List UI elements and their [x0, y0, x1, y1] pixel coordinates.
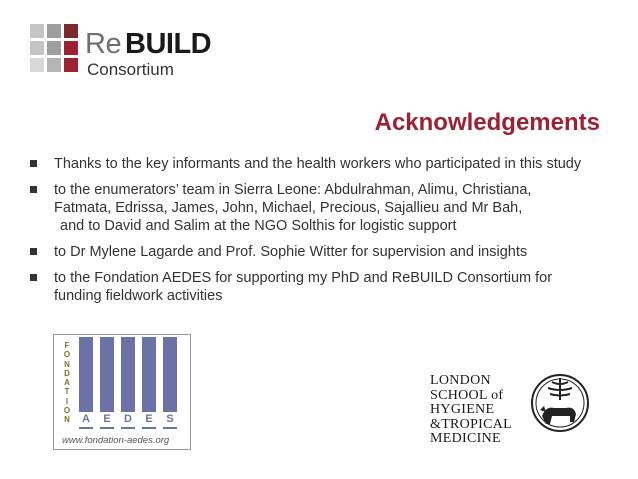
aedes-vertical-letter: F [64, 341, 70, 350]
aedes-letter: A [82, 413, 90, 425]
rebuild-logo [30, 24, 230, 79]
acknowledgement-item [30, 155, 610, 173]
acknowledgement-line: to the enumerators’ team in Sierra Leone: Abdulrahman, Alimu, Christiana, [54, 182, 532, 198]
rebuild-logo-squares [30, 24, 78, 72]
aedes-vertical-letter: I [65, 396, 69, 406]
acknowledgement-line: Thanks to the key informants and the health workers who participated in this study [54, 156, 582, 172]
fondation-aedes-logo [53, 334, 191, 450]
bullet-square-icon [30, 248, 37, 255]
aedes-vertical-letter: A [64, 378, 70, 388]
acknowledgement-item [30, 181, 610, 235]
acknowledgement-line: to the Fondation AEDES for supporting my PhD and ReBUILD Consortium for [54, 270, 553, 286]
slide-title: Acknowledgements [374, 109, 600, 136]
aedes-letter: E [103, 413, 111, 425]
bullet-square-icon [30, 186, 37, 193]
aedes-letter: E [145, 413, 153, 425]
logo-re-text: Re [85, 28, 122, 60]
lshtm-line: HYGIENE [430, 402, 495, 417]
lshtm-wordmark [430, 374, 512, 447]
logo-square [30, 58, 44, 72]
aedes-url: www.fondation-aedes.org [62, 435, 170, 446]
logo-build-text: BUILD [125, 28, 212, 60]
acknowledgement-item [30, 269, 610, 305]
bullet-square-icon [30, 160, 37, 167]
acknowledgement-list [30, 155, 610, 313]
aedes-vertical-letter: N [64, 415, 70, 425]
aedes-letter: S [166, 413, 174, 425]
aedes-vertical-letter: O [63, 350, 71, 360]
lshtm-crest-icon [530, 370, 590, 436]
logo-square [47, 41, 61, 55]
aedes-vertical-letter: O [63, 406, 71, 416]
logo-consortium-text: Consortium [87, 60, 174, 79]
aedes-vertical-letter: N [64, 359, 70, 369]
logo-square [64, 58, 78, 72]
lshtm-line: SCHOOL of [430, 387, 504, 403]
aedes-bars [57, 337, 185, 429]
acknowledgement-line: and to David and Salim at the NGO Solthis for logistic support [60, 218, 457, 234]
logo-square [64, 41, 78, 55]
logo-square [30, 41, 44, 55]
acknowledgement-line: to Dr Mylene Lagarde and Prof. Sophie Witter for supervision and insights [54, 244, 528, 260]
aedes-vertical-letter: D [64, 368, 70, 378]
aedes-vertical-letter: T [64, 387, 70, 397]
lshtm-line: &TROPICAL [430, 416, 513, 432]
lshtm-line: MEDICINE [430, 431, 501, 446]
logo-square [47, 24, 61, 38]
aedes-vertical-text [61, 341, 73, 425]
logo-square [47, 58, 61, 72]
lshtm-line: LONDON [430, 373, 491, 388]
aedes-letter: D [124, 413, 132, 425]
acknowledgement-line: funding fieldwork activities [54, 288, 223, 304]
acknowledgement-item [30, 243, 610, 261]
logo-square [64, 24, 78, 38]
logo-square [30, 24, 44, 38]
acknowledgement-line: Fatmata, Edrissa, James, John, Michael, Precious, Sajallieu and Mr Bah, [54, 200, 523, 216]
bullet-square-icon [30, 274, 37, 281]
lshtm-logo [430, 370, 590, 450]
